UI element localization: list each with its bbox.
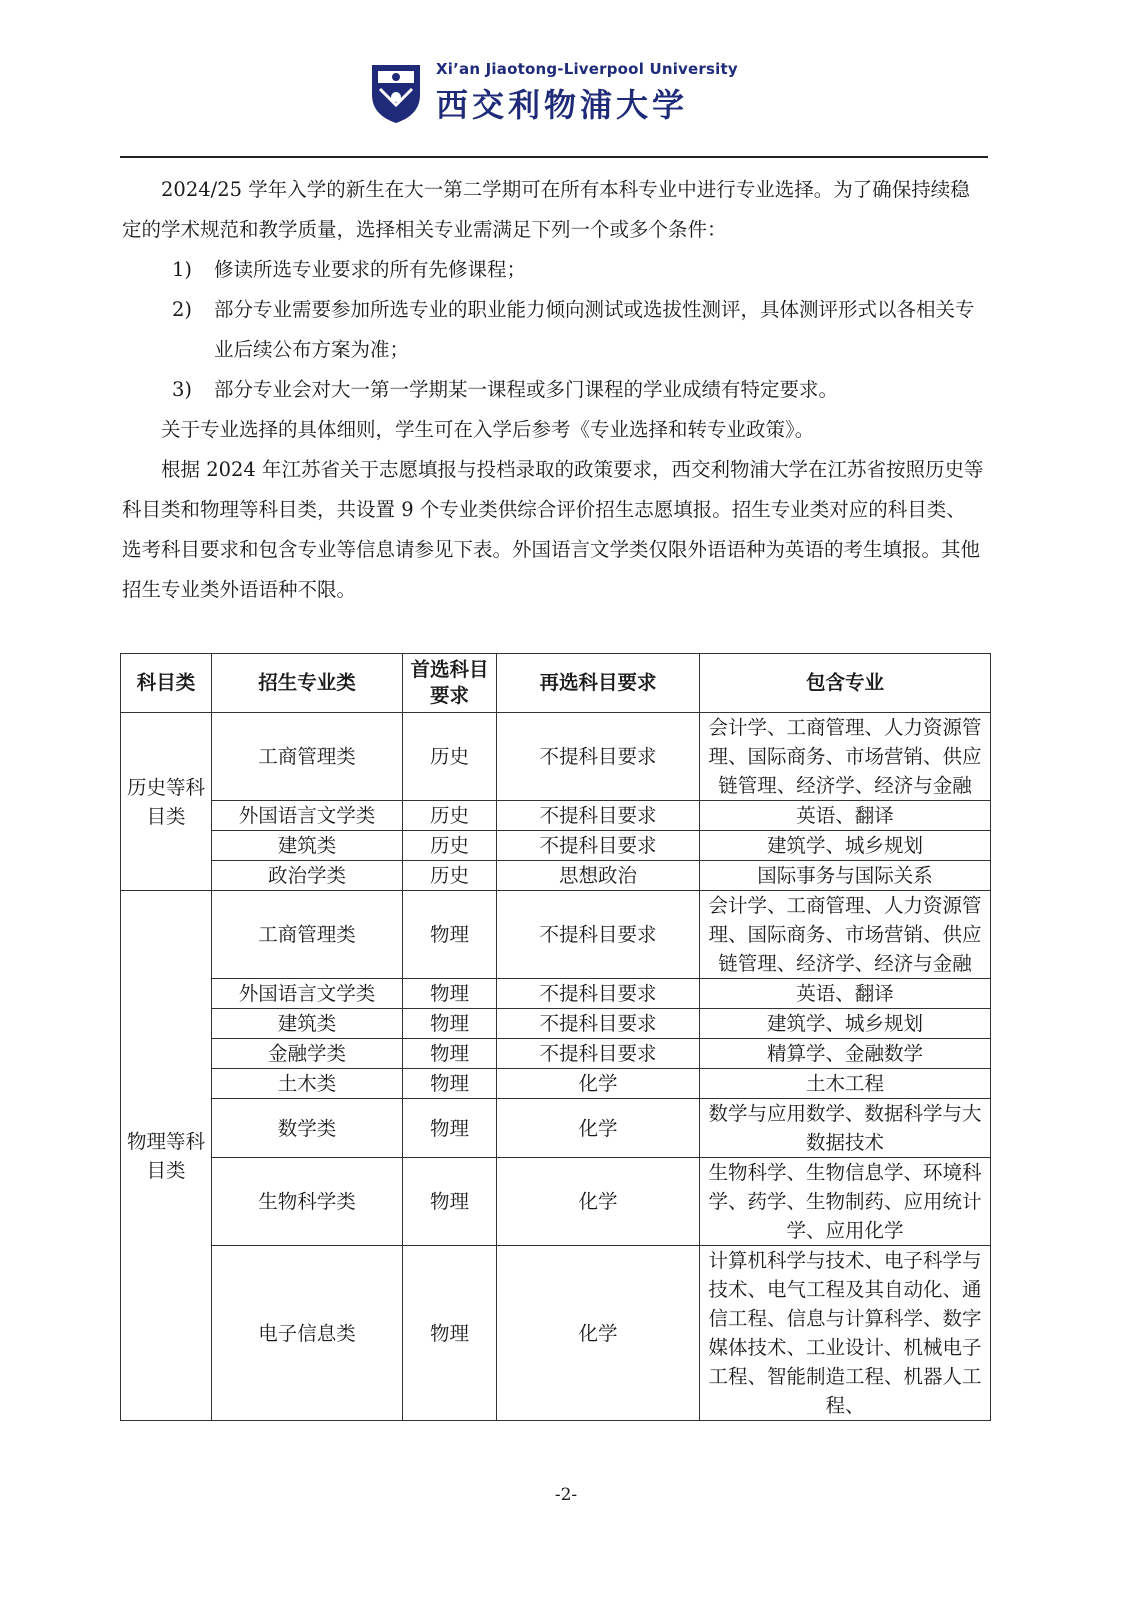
includes-cell: 会计学、工商管理、人力资源管理、国际商务、市场营销、供应链管理、经济学、经济与金融 — [700, 891, 991, 979]
includes-cell: 会计学、工商管理、人力资源管理、国际商务、市场营销、供应链管理、经济学、经济与金融 — [700, 713, 991, 801]
major-cell: 电子信息类 — [212, 1246, 403, 1421]
second-subject-cell: 不提科目要求 — [497, 1009, 700, 1039]
category-cell: 物理等科目类 — [121, 891, 212, 1421]
second-subject-cell: 不提科目要求 — [497, 801, 700, 831]
includes-cell: 英语、翻译 — [700, 979, 991, 1009]
university-name-cn: 西交利物浦大学 — [436, 86, 689, 124]
condition-text: 部分专业需要参加所选专业的职业能力倾向测试或选拔性测评，具体测评形式以各相关专业后续公布方案为准； — [214, 298, 975, 361]
includes-cell: 数学与应用数学、数据科学与大数据技术 — [700, 1099, 991, 1158]
first-subject-cell: 物理 — [403, 891, 497, 979]
second-subject-cell: 化学 — [497, 1158, 700, 1246]
first-subject-cell: 历史 — [403, 801, 497, 831]
second-subject-cell: 化学 — [497, 1246, 700, 1421]
first-subject-cell: 物理 — [403, 1039, 497, 1069]
major-cell: 工商管理类 — [212, 713, 403, 801]
second-subject-cell: 不提科目要求 — [497, 979, 700, 1009]
first-subject-cell: 物理 — [403, 1069, 497, 1099]
page-number: -2- — [554, 1485, 578, 1505]
table-row — [121, 979, 991, 1009]
condition-number: 1) — [172, 258, 193, 281]
condition-item — [172, 290, 984, 370]
table-row — [121, 1246, 991, 1421]
condition-number: 3) — [172, 378, 193, 401]
includes-cell: 生物科学、生物信息学、环境科学、药学、生物制药、应用统计学、应用化学 — [700, 1158, 991, 1246]
header-divider — [120, 156, 988, 158]
second-subject-cell: 不提科目要求 — [497, 891, 700, 979]
university-header — [368, 58, 738, 128]
first-subject-cell: 历史 — [403, 861, 497, 891]
header-included-majors: 包含专业 — [700, 654, 991, 713]
table-row — [121, 1099, 991, 1158]
second-subject-cell: 化学 — [497, 1069, 700, 1099]
first-subject-cell: 物理 — [403, 1009, 497, 1039]
university-name-en: Xi’an Jiaotong-Liverpool University — [436, 60, 738, 78]
second-subject-cell: 化学 — [497, 1099, 700, 1158]
major-cell: 政治学类 — [212, 861, 403, 891]
second-subject-cell: 不提科目要求 — [497, 1039, 700, 1069]
condition-number: 2) — [172, 298, 193, 321]
document-body — [122, 170, 984, 610]
major-cell: 外国语言文学类 — [212, 801, 403, 831]
second-subject-cell: 思想政治 — [497, 861, 700, 891]
first-subject-cell: 物理 — [403, 1099, 497, 1158]
table-row — [121, 801, 991, 831]
paragraph-jiangsu: 根据 2024 年江苏省关于志愿填报与投档录取的政策要求，西交利物浦大学在江苏省按照历史等科目类和物理等科目类，共设置 9 个专业类供综合评价招生志愿填报。招生专业类对应的科目类、选考科目要求和包含专业等信息请参见下表。外国语言文学类仅限外语语种为英语的考生填报。其他招生专业类外语语种不限。 — [122, 458, 984, 601]
major-cell: 土木类 — [212, 1069, 403, 1099]
table-row — [121, 831, 991, 861]
major-cell: 工商管理类 — [212, 891, 403, 979]
includes-cell: 精算学、金融数学 — [700, 1039, 991, 1069]
includes-cell: 土木工程 — [700, 1069, 991, 1099]
first-subject-cell: 物理 — [403, 1158, 497, 1246]
table-row — [121, 1039, 991, 1069]
major-cell: 建筑类 — [212, 831, 403, 861]
includes-cell: 计算机科学与技术、电子科学与技术、电气工程及其自动化、通信工程、信息与计算科学、数字媒体技术、工业设计、机械电子工程、智能制造工程、机器人工程、 — [700, 1246, 991, 1421]
second-subject-cell: 不提科目要求 — [497, 713, 700, 801]
includes-cell: 建筑学、城乡规划 — [700, 1009, 991, 1039]
table-row — [121, 891, 991, 979]
header-second-subject: 再选科目要求 — [497, 654, 700, 713]
header-subject-category: 科目类 — [121, 654, 212, 713]
paragraph-intro: 2024/25 学年入学的新生在大一第二学期可在所有本科专业中进行专业选择。为了确保持续稳定的学术规范和教学质量，选择相关专业需满足下列一个或多个条件： — [122, 178, 970, 241]
condition-text: 修读所选专业要求的所有先修课程； — [214, 258, 527, 281]
header-first-subject: 首选科目要求 — [403, 654, 497, 713]
table-row — [121, 1009, 991, 1039]
table-header-row — [121, 654, 991, 713]
major-cell: 生物科学类 — [212, 1158, 403, 1246]
second-subject-cell: 不提科目要求 — [497, 831, 700, 861]
condition-item — [172, 250, 984, 290]
major-cell: 金融学类 — [212, 1039, 403, 1069]
first-subject-cell: 历史 — [403, 831, 497, 861]
table-row — [121, 713, 991, 801]
major-cell: 建筑类 — [212, 1009, 403, 1039]
major-cell: 外国语言文学类 — [212, 979, 403, 1009]
first-subject-cell: 物理 — [403, 979, 497, 1009]
header-enrollment-major: 招生专业类 — [212, 654, 403, 713]
condition-item — [172, 370, 984, 410]
first-subject-cell: 历史 — [403, 713, 497, 801]
first-subject-cell: 物理 — [403, 1246, 497, 1421]
includes-cell: 国际事务与国际关系 — [700, 861, 991, 891]
includes-cell: 英语、翻译 — [700, 801, 991, 831]
table-row — [121, 861, 991, 891]
condition-text: 部分专业会对大一第一学期某一课程或多门课程的学业成绩有特定要求。 — [214, 378, 839, 401]
category-cell: 历史等科目类 — [121, 713, 212, 891]
majors-table — [120, 653, 991, 1421]
major-cell: 数学类 — [212, 1099, 403, 1158]
includes-cell: 建筑学、城乡规划 — [700, 831, 991, 861]
table-row — [121, 1069, 991, 1099]
table-row — [121, 1158, 991, 1246]
paragraph-policy: 关于专业选择的具体细则，学生可在入学后参考《专业选择和转专业政策》。 — [161, 418, 815, 441]
university-crest-icon — [368, 61, 424, 125]
